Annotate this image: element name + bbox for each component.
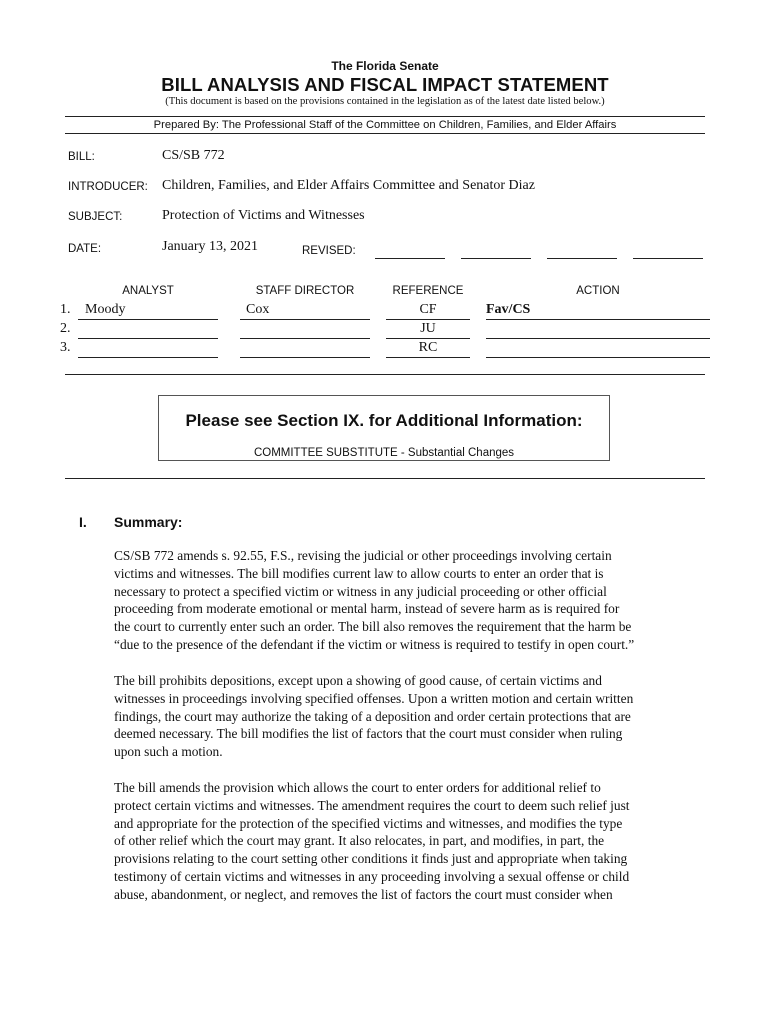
analyst-line	[78, 338, 218, 339]
prepared-by: Prepared By: The Professional Staff of the Committee on Children, Families, and Elder Affairs	[153, 119, 617, 131]
text-line: upon such a motion.	[114, 744, 223, 760]
revised-line-3	[547, 258, 617, 259]
text-line: witnesses in proceedings involving specified offenses. Upon a written motion and certain written	[114, 690, 634, 706]
revised-line-4	[633, 258, 703, 259]
header-reference: REFERENCE	[392, 285, 464, 297]
director-line	[240, 319, 370, 320]
director-name: Cox	[246, 302, 270, 317]
revised-line-2	[461, 258, 531, 259]
revised-label: REVISED:	[302, 245, 356, 257]
additional-info-heading: Please see Section IX. for Additional Information:	[185, 411, 583, 430]
reference-line	[386, 357, 470, 358]
row-number: 2.	[60, 321, 71, 336]
text-line: deemed necessary. The bill modifies the list of factors that the court must consider when ruling	[114, 726, 623, 742]
rule-after-box	[65, 478, 705, 479]
text-line: CS/SB 772 amends s. 92.55, F.S., revising the judicial or other proceedings involving certain	[114, 548, 612, 563]
header-staff-director: STAFF DIRECTOR	[255, 285, 355, 297]
text-line: findings, the court may authorize the taking of a deposition and order certain protections that are	[114, 708, 631, 724]
senate-name: The Florida Senate	[331, 59, 439, 73]
subject-value: Protection of Victims and Witnesses	[162, 208, 365, 223]
summary-paragraph-1	[114, 547, 704, 654]
rule-after-table	[65, 374, 705, 375]
rule-prepared	[65, 133, 705, 134]
header-analyst: ANALYST	[122, 285, 174, 297]
text-line: The bill prohibits depositions, except upon a showing of good cause, of certain victims and	[114, 673, 602, 688]
analyst-line	[78, 357, 218, 358]
header-action: ACTION	[576, 285, 620, 297]
action-value: Fav/CS	[486, 302, 531, 317]
analyst-line	[78, 319, 218, 320]
reference-code: JU	[420, 321, 436, 336]
text-line: of other relief which the court may grant. It also relocates, in part, and modifies, in part, the	[114, 833, 605, 849]
text-line: the court to currently enter such an order. The bill also removes the requirement that the harm be	[114, 619, 632, 635]
action-line	[486, 357, 710, 358]
text-line: proceeding from moderate emotional or mental harm, instead of severe harm as is required for	[114, 601, 620, 617]
rule-top	[65, 116, 705, 117]
document-note: (This document is based on the provisions contained in the legislation as of the latest date listed below.)	[165, 96, 605, 107]
summary-paragraph-2	[114, 672, 704, 761]
bill-label: BILL:	[68, 151, 95, 163]
reference-line	[386, 319, 470, 320]
row-number: 3.	[60, 340, 71, 355]
introducer-value: Children, Families, and Elder Affairs Committee and Senator Diaz	[162, 178, 535, 193]
action-line	[486, 338, 710, 339]
text-line: protect certain victims and witnesses. The amendment requires the court to deem such relief just	[114, 797, 630, 813]
analyst-name: Moody	[85, 302, 126, 317]
section-number: I.	[79, 514, 87, 530]
additional-info-box	[158, 395, 610, 461]
date-value: January 13, 2021	[162, 239, 259, 254]
text-line: abuse, abandonment, or neglect, and removes the list of factors the court must consider when	[114, 886, 613, 902]
text-line: testimony of certain victims and witnesses in any proceeding involving a sexual offense or child	[114, 868, 630, 884]
action-line	[486, 319, 710, 320]
director-line	[240, 338, 370, 339]
text-line: “due to the presence of the defendant if the victim or witness is required to testify in open court.”	[114, 636, 635, 652]
row-number: 1.	[60, 302, 71, 317]
revised-line-1	[375, 258, 445, 259]
reference-code: RC	[418, 340, 438, 355]
reference-line	[386, 338, 470, 339]
document-title: BILL ANALYSIS AND FISCAL IMPACT STATEMENT	[161, 74, 609, 95]
bill-value: CS/SB 772	[162, 148, 225, 163]
director-line	[240, 357, 370, 358]
summary-paragraph-3	[114, 779, 704, 904]
text-line: provisions relating to the court setting other conditions it finds just and appropriate when taking	[114, 851, 628, 867]
reference-code: CF	[419, 302, 437, 317]
text-line: The bill amends the provision which allows the court to enter orders for additional relief to	[114, 780, 601, 795]
subject-label: SUBJECT:	[68, 211, 123, 223]
committee-substitute-note: COMMITTEE SUBSTITUTE - Substantial Changes	[253, 447, 515, 459]
date-label: DATE:	[68, 243, 102, 255]
section-title: Summary:	[114, 514, 183, 530]
text-line: necessary to protect a specified victim or witness in any judicial proceeding or other official	[114, 583, 607, 599]
introducer-label: INTRODUCER:	[68, 181, 148, 193]
text-line: victims and witnesses. The bill modifies current law to allow courts to enter an order that is	[114, 565, 604, 581]
text-line: and appropriate for the protection of the specified victims and witnesses, and modifies the type	[114, 815, 623, 831]
